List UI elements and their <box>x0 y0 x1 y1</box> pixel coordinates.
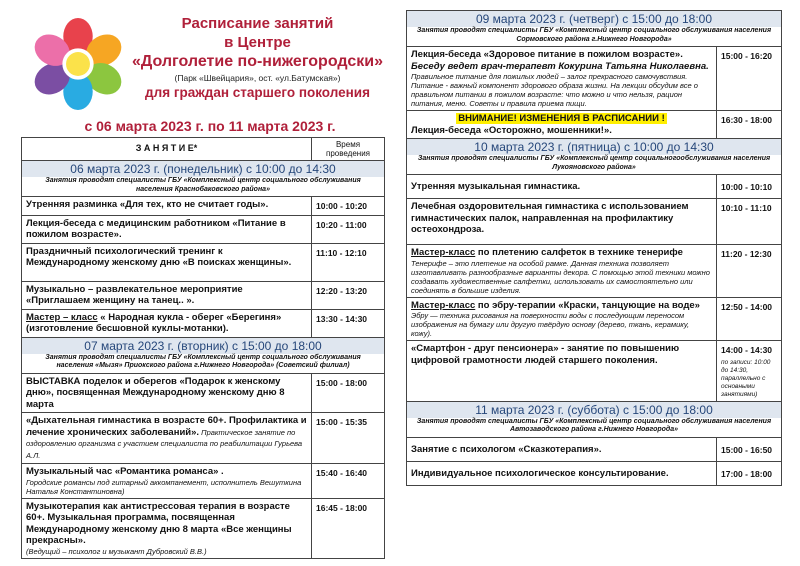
table-row: Лекция-беседа с медицинским работником «Питание в пожилом возрасте». 10:20 - 11:00 <box>22 215 385 243</box>
day-header: 11 марта 2023 г. (суббота) с 15:00 до 18:00 <box>407 401 782 418</box>
table-row: Мастер-класс по плетению салфеток в технике тенерифе Тенерифе – это плетение на особой рамке. Данная техника позволяет изготавливать разнообразные варианты декора. С помощью этой техники можно создавать художественные салфетки, использовать их самостоятельно или соединять в большие изделия. 11:20 - 12:30 <box>407 245 782 298</box>
table-row: Занятие с психологом «Сказкотерапия». 15:00 - 16:50 <box>407 437 782 461</box>
table-row: Утренняя разминка «Для тех, кто не считает годы». 10:00 - 10:20 <box>22 197 385 216</box>
activity-column-header: З А Н Я Т И Е* <box>22 138 312 161</box>
address: (Парк «Швейцария», ост. «ул.Батумская») <box>174 73 341 83</box>
day-header: 06 марта 2023 г. (понедельник) с 10:00 до 14:30 <box>22 161 385 178</box>
table-row: Индивидуальное психологическое консультирование. 17:00 - 18:00 <box>407 461 782 485</box>
table-row: Лекция-беседа «Здоровое питание в пожилом возрасте». Беседу ведет врач-терапевт Кокурина Татьяна Николаевна. Правильное питание для пожилых людей – залог прекрасного самочувствия. Питание - важный компонент здорового образа жизни. На лекции обсудим все о правильном питании в пожилом возрасте: что можно и что нельзя, рацион питания, меню. Советы и правила приема пищи. 15:00 - 16:20 <box>407 47 782 111</box>
table-row: Музыкотерапия как антистрессовая терапия в возрасте 60+. Музыкальная программа, посвященная Международному женскому дню 8 марта «Все женщины прекрасны». (Ведущий – психолог и музыкант Дубровский В.В.) 16:45 - 18:00 <box>22 498 385 558</box>
audience-line: для граждан старшего поколения <box>145 85 370 100</box>
table-row: ВЫСТАВКА поделок и оберегов «Подарок к женскому дню», посвященная Международному женскому дню 8 марта 15:00 - 18:00 <box>22 373 385 413</box>
table-row: Утренняя музыкальная гимнастика. 10:00 - 10:10 <box>407 175 782 199</box>
schedule-table-left <box>21 137 385 559</box>
day-header: 10 марта 2023 г. (пятница) с 10:00 до 14:30 <box>407 139 782 156</box>
day-header: 07 марта 2023 г. (вторник) с 15:00 до 18:00 <box>22 337 385 354</box>
day-header: 09 марта 2023 г. (четверг) с 15:00 до 18:00 <box>407 11 782 28</box>
table-row: ВНИМАНИЕ! ИЗМЕНЕНИЯ В РАСПИСАНИИ ! Лекция-беседа «Осторожно, мошенники!». 16:30 - 18:00 <box>407 111 782 139</box>
master-class-label: Мастер-класс <box>411 247 476 258</box>
table-row: «Дыхательная гимнастика в возрасте 60+. Профилактика и лечение хронических заболеваний». Практическое занятие по оздоровлению организма с участием специалиста по реабилитации Гурьева А.Л. 15:00 - 15:35 <box>22 413 385 464</box>
table-row: Музыкально – развлекательное мероприятие «Приглашаем женщину на танец.. ». 12:20 - 13:20 <box>22 281 385 309</box>
schedule-change-warning: ВНИМАНИЕ! ИЗМЕНЕНИЯ В РАСПИСАНИИ ! <box>458 113 665 124</box>
day-organizer: Занятия проводят специалисты ГБУ «Комплексный центр социального обслуживания населения Автозаводского района г.Нижнего Новгорода» <box>407 418 782 438</box>
day-organizer: Занятия проводят специалисты ГБУ «Комплексный центр социального обслуживания населения Краснобаковского района» <box>22 177 385 197</box>
table-row: Музыкальный час «Романтика романса» . Городские романсы под гитарный аккомпанемент, исполнитель Вешуткина Наталья Константиновна) 15:40 - 16:40 <box>22 464 385 499</box>
table-header-row <box>22 138 385 161</box>
time-column-header: Время проведения <box>312 138 385 161</box>
center-logo <box>32 18 124 110</box>
table-row: Праздничный психологический тренинг к Международному женскому дню «В поисках женщины». 11:10 - 12:10 <box>22 243 385 281</box>
table-row: Мастер-класс по эбру-терапии «Краски, танцующие на воде» Эбру — техника рисования на поверхности воды с последующим переносом изображения на бумагу или другую твёрдую основу (дерево, ткань, керамику, кожу). 12:50 - 14:00 <box>407 297 782 341</box>
table-row: Лечебная оздоровительная гимнастика с использованием гимнастических палок, направленная на профилактику остеохондроза. 10:10 - 11:10 <box>407 199 782 245</box>
center-name: «Долголетие по-нижегородски» <box>132 53 383 70</box>
master-class-label: Мастер – класс <box>26 311 98 323</box>
page-header <box>130 14 385 101</box>
day-organizer: Занятия проводят специалисты ГБУ «Комплексный центр социального обслуживания населения Сормовского района г.Нижнего Новгорода» <box>407 27 782 47</box>
schedule-table-right <box>406 10 782 486</box>
schedule-dates: с 06 марта 2023 г. по 11 марта 2023 г. <box>84 118 336 134</box>
day-organizer: Занятия проводят специалисты ГБУ «Комплексный центр социального обслуживания населения «Мызя» Приокского района г.Нижнего Новгорода» (Советский филиал) <box>22 354 385 374</box>
day-organizer: Занятия проводят специалисты ГБУ «Комплексный центр социальногообслуживания населения Лукояновского района» <box>407 155 782 175</box>
master-class-label: Мастер-класс <box>411 299 476 311</box>
table-row: Мастер – класс « Народная кукла - оберег «Берегиня» (изготовление бесшовной куклы-мотанки). 13:30 - 14:30 <box>22 309 385 337</box>
table-row: «Смартфон - друг пенсионера» - занятие по повышению цифровой грамотности людей старшего поколения. 14:00 - 14:30 по записи: 10:00 до 14:30, параллельно с основными занятиями) <box>407 341 782 402</box>
title-line-1: Расписание занятий <box>181 15 334 32</box>
title-line-2: в Центре <box>224 34 291 51</box>
